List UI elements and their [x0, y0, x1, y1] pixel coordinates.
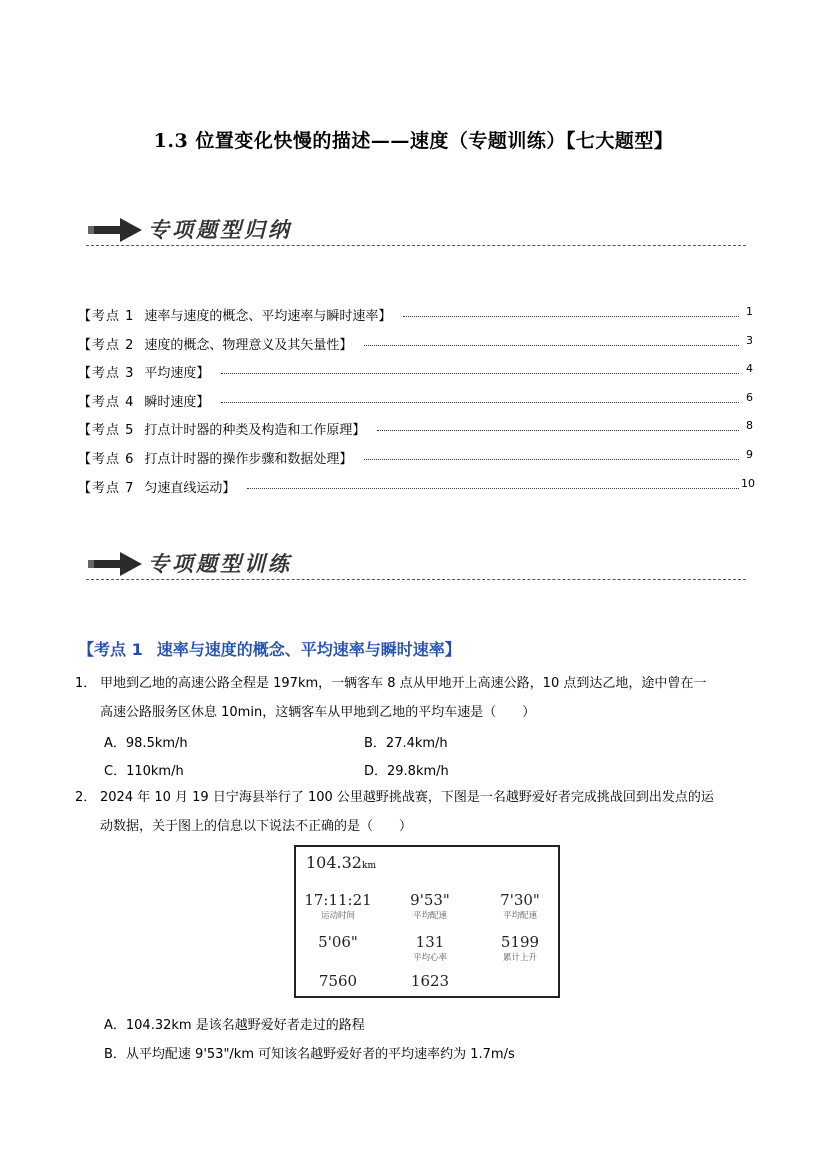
- toc-label: 速率与速度的概念、平均速率与瞬时速率】: [144, 309, 392, 324]
- toc-item-3[interactable]: [78, 362, 753, 391]
- ascent-label: 累计上升: [502, 953, 537, 963]
- avg-pace-label: 平均配速: [412, 911, 447, 921]
- toc-code: 【考点 6: [78, 451, 135, 467]
- toc-item-1[interactable]: [78, 305, 753, 334]
- toc-page: 9: [746, 447, 753, 461]
- question-text-line: 动数据，关于图上的信息以下说法不正确的是（ ）: [100, 819, 413, 834]
- heart-rate-value: 131: [415, 933, 445, 951]
- toc-leader: [364, 334, 739, 346]
- arrow-icon: [86, 214, 146, 244]
- banner-divider: [86, 245, 746, 246]
- toc-item-5[interactable]: [78, 419, 753, 448]
- question-text-line: 2024 年 10 月 19 日宁海县举行了 100 公里越野挑战赛，下图是一名越野爱好者完成挑战回到出发点的运: [100, 790, 714, 805]
- pace3-value: 5'06": [318, 933, 358, 951]
- toc-leader: [247, 477, 739, 489]
- table-of-contents: [78, 305, 753, 505]
- toc-code: 【考点 5: [78, 423, 135, 439]
- toc-item-2[interactable]: [78, 334, 753, 363]
- toc-item-4[interactable]: [78, 391, 753, 420]
- toc-code: 【考点 4: [78, 394, 135, 410]
- heart-rate-label: 平均心率: [412, 953, 447, 963]
- option-b[interactable]: B．从平均配速 9'53"/km 可知该名越野爱好者的平均速率约为 1.7m/s: [104, 1047, 515, 1062]
- option-d[interactable]: D．29.8km/h: [364, 764, 449, 779]
- distance-unit: km: [361, 861, 376, 871]
- training-banner: [86, 548, 746, 584]
- toc-leader: [221, 391, 739, 403]
- toc-page: 4: [746, 362, 753, 376]
- time-value: 17:11:21: [304, 891, 372, 909]
- summary-banner-text: 专项题型归纳: [148, 217, 292, 242]
- toc-leader: [377, 419, 739, 431]
- toc-page: 1: [746, 305, 753, 318]
- option-a[interactable]: A．104.32km 是该名越野爱好者走过的路程: [104, 1018, 365, 1033]
- time-label: 运动时间: [320, 911, 355, 921]
- toc-page: 8: [746, 419, 753, 433]
- toc-label: 平均速度】: [144, 366, 210, 382]
- toc-page: 10: [741, 476, 755, 490]
- best-pace-label: 平均配速: [502, 911, 537, 921]
- question-number: 2．: [75, 790, 97, 805]
- toc-leader: [403, 305, 739, 317]
- toc-label: 瞬时速度】: [144, 394, 210, 410]
- question-1: [75, 669, 756, 727]
- toc-label: 打点计时器的操作步骤和数据处理】: [144, 451, 353, 467]
- toc-code: 【考点 7: [78, 480, 135, 496]
- toc-label: 速度的概念、物理意义及其矢量性】: [144, 337, 353, 353]
- question-text-line: 甲地到乙地的高速公路全程是 197km，一辆客车 8 点从甲地开上高速公路，10 点到达乙地，途中曾在一: [100, 676, 707, 691]
- arrow-icon: [86, 548, 146, 578]
- toc-leader: [221, 362, 739, 374]
- section-heading: [78, 637, 461, 660]
- distance-value: 104.32: [306, 853, 362, 872]
- toc-label: 匀速直线运动】: [144, 480, 236, 496]
- value-1623: 1623: [410, 972, 450, 990]
- toc-item-7[interactable]: [78, 477, 753, 506]
- workout-data-figure: [294, 845, 560, 998]
- toc-item-6[interactable]: [78, 448, 753, 477]
- toc-label: 打点计时器的种类及构造和工作原理】: [144, 423, 366, 439]
- avg-pace-value: 9'53": [410, 891, 450, 909]
- question-text-line: 高速公路服务区休息 10min，这辆客车从甲地到乙地的平均车速是（ ）: [100, 705, 536, 720]
- toc-code: 【考点 3: [78, 366, 135, 382]
- banner-divider: [86, 579, 746, 580]
- value-7560: 7560: [318, 972, 358, 990]
- option-c[interactable]: C．110km/h: [104, 764, 184, 779]
- toc-code: 【考点 1: [78, 309, 135, 324]
- toc-code: 【考点 2: [78, 337, 135, 353]
- question-2: [75, 783, 756, 841]
- section-code: 【考点 1: [78, 640, 143, 659]
- document-title: 1.3 位置变化快慢的描述——速度（专题训练）【七大题型】: [153, 130, 674, 152]
- ascent-value: 5199: [500, 933, 540, 951]
- option-a[interactable]: A．98.5km/h: [104, 736, 188, 751]
- best-pace-value: 7'30": [500, 891, 540, 909]
- toc-page: 3: [746, 333, 753, 347]
- option-b[interactable]: B．27.4km/h: [364, 736, 448, 751]
- section-label: 速率与速度的概念、平均速率与瞬时速率】: [156, 640, 461, 659]
- toc-leader: [364, 448, 739, 460]
- training-banner-text: 专项题型训练: [148, 551, 292, 576]
- summary-banner: [86, 214, 746, 250]
- toc-page: 6: [746, 390, 753, 404]
- question-number: 1．: [75, 676, 97, 691]
